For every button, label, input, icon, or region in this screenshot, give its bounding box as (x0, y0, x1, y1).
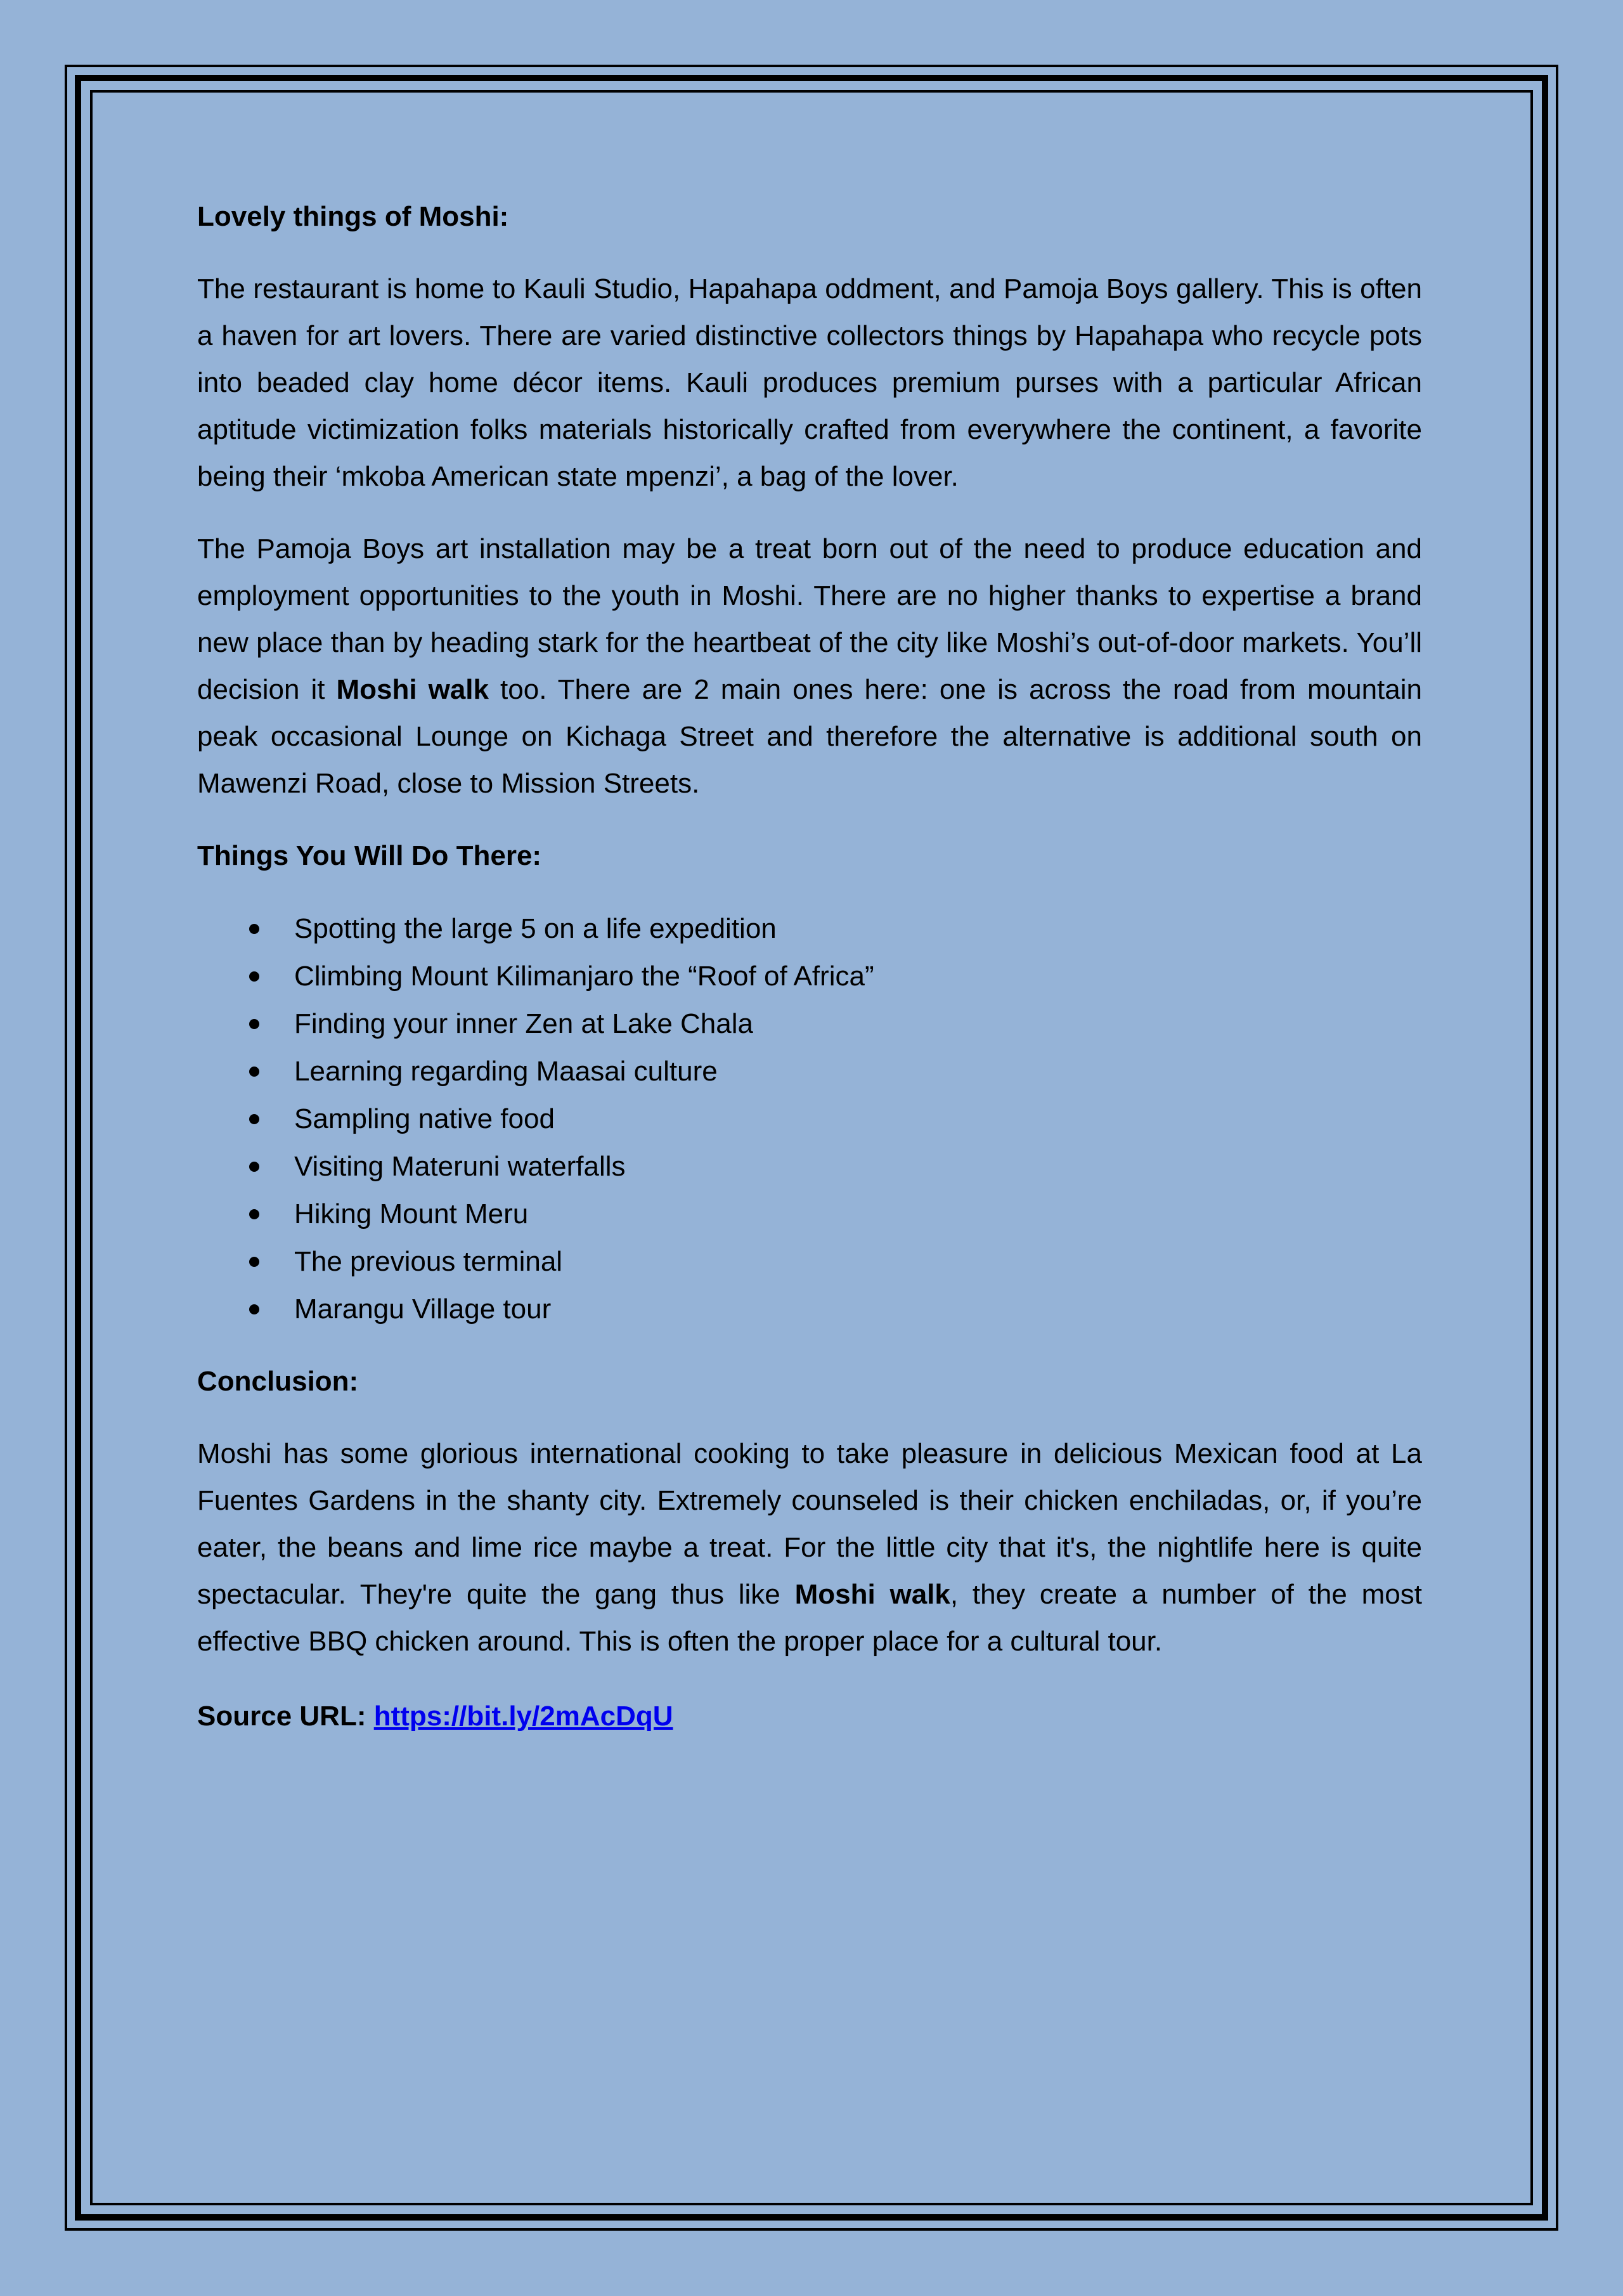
paragraph-text: , they create a number of the most effective BBQ chicken around. This is often the proper place for a cultural tour. (197, 1579, 1422, 1657)
bullet-icon (249, 1257, 259, 1267)
list-item (197, 1285, 1422, 1333)
bold-moshi-walk: Moshi walk (336, 674, 489, 705)
bullet-icon (249, 1304, 259, 1314)
list-item (197, 952, 1422, 1000)
list-item-text: Hiking Mount Meru (294, 1198, 529, 1229)
bullet-icon (249, 1019, 259, 1029)
list-item (197, 905, 1422, 952)
list-item-text: Learning regarding Maasai culture (294, 1056, 718, 1087)
list-item-text: The previous terminal (294, 1246, 563, 1277)
list-item (197, 1047, 1422, 1095)
bullet-icon (249, 1162, 259, 1172)
list-item (197, 1190, 1422, 1238)
list-item-text: Finding your inner Zen at Lake Chala (294, 1008, 753, 1039)
paragraph-pamoja-boys (197, 526, 1422, 807)
list-item-text: Spotting the large 5 on a life expedition (294, 913, 777, 944)
bullet-icon (249, 971, 259, 982)
paragraph-kauli-studio: The restaurant is home to Kauli Studio, Hapahapa oddment, and Pamoja Boys gallery. This is often a haven for art lovers. There are varied distinctive collectors things by Hapahapa who recycle pots into beaded clay home décor items. Kauli produces premium purses with a particular African aptitude victimization folks materials historically crafted from everywhere the continent, a favorite being their ‘mkoba American state mpenzi’, a bag of the lover. (197, 273, 1422, 492)
bullet-icon (249, 1067, 259, 1077)
source-label: Source URL: (197, 1701, 374, 1732)
paragraph-conclusion (197, 1430, 1422, 1665)
list-item (197, 1143, 1422, 1190)
list-item (197, 1000, 1422, 1047)
list-item-text: Visiting Materuni waterfalls (294, 1151, 626, 1182)
bullet-icon (249, 1209, 259, 1219)
bold-moshi-walk: Moshi walk (794, 1579, 950, 1610)
heading-conclusion: Conclusion: (197, 1366, 359, 1397)
things-list (197, 905, 1422, 1333)
paragraph-text: too. There are 2 main ones here: one is across the road from mountain peak occasional Lounge on Kichaga Street and therefore the alternative is additional south on Mawenzi Road, close to Mission Streets. (197, 674, 1422, 799)
paragraph-text: The Pamoja Boys art installation may be a treat born out of the need to produce education and employment opportunities to the youth in Moshi. There are no higher thanks to expertise a brand new place than by heading stark for the heartbeat of the city like Moshi’s out-of-door markets. You’ll decision it (197, 533, 1422, 705)
paragraph-text: Moshi has some glorious international cooking to take pleasure in delicious Mexican food at La Fuentes Gardens in the shanty city. Extremely counseled is their chicken enchiladas, or, if you’re eater, the beans and lime rice maybe a treat. For the little city that it's, the nightlife here is quite spectacular. They're quite the gang thus like (197, 1438, 1422, 1610)
list-item-text: Climbing Mount Kilimanjaro the “Roof of Africa” (294, 961, 874, 992)
list-item-text: Marangu Village tour (294, 1294, 552, 1325)
source-line (197, 1693, 1422, 1740)
bullet-icon (249, 1114, 259, 1124)
heading-things-to-do: Things You Will Do There: (197, 840, 542, 871)
list-item (197, 1095, 1422, 1143)
source-url-link[interactable]: https://bit.ly/2mAcDqU (373, 1701, 673, 1732)
list-item (197, 1238, 1422, 1285)
document-body (197, 193, 1422, 1768)
heading-lovely-things: Lovely things of Moshi: (197, 201, 509, 232)
bullet-icon (249, 924, 259, 934)
list-item-text: Sampling native food (294, 1103, 555, 1134)
